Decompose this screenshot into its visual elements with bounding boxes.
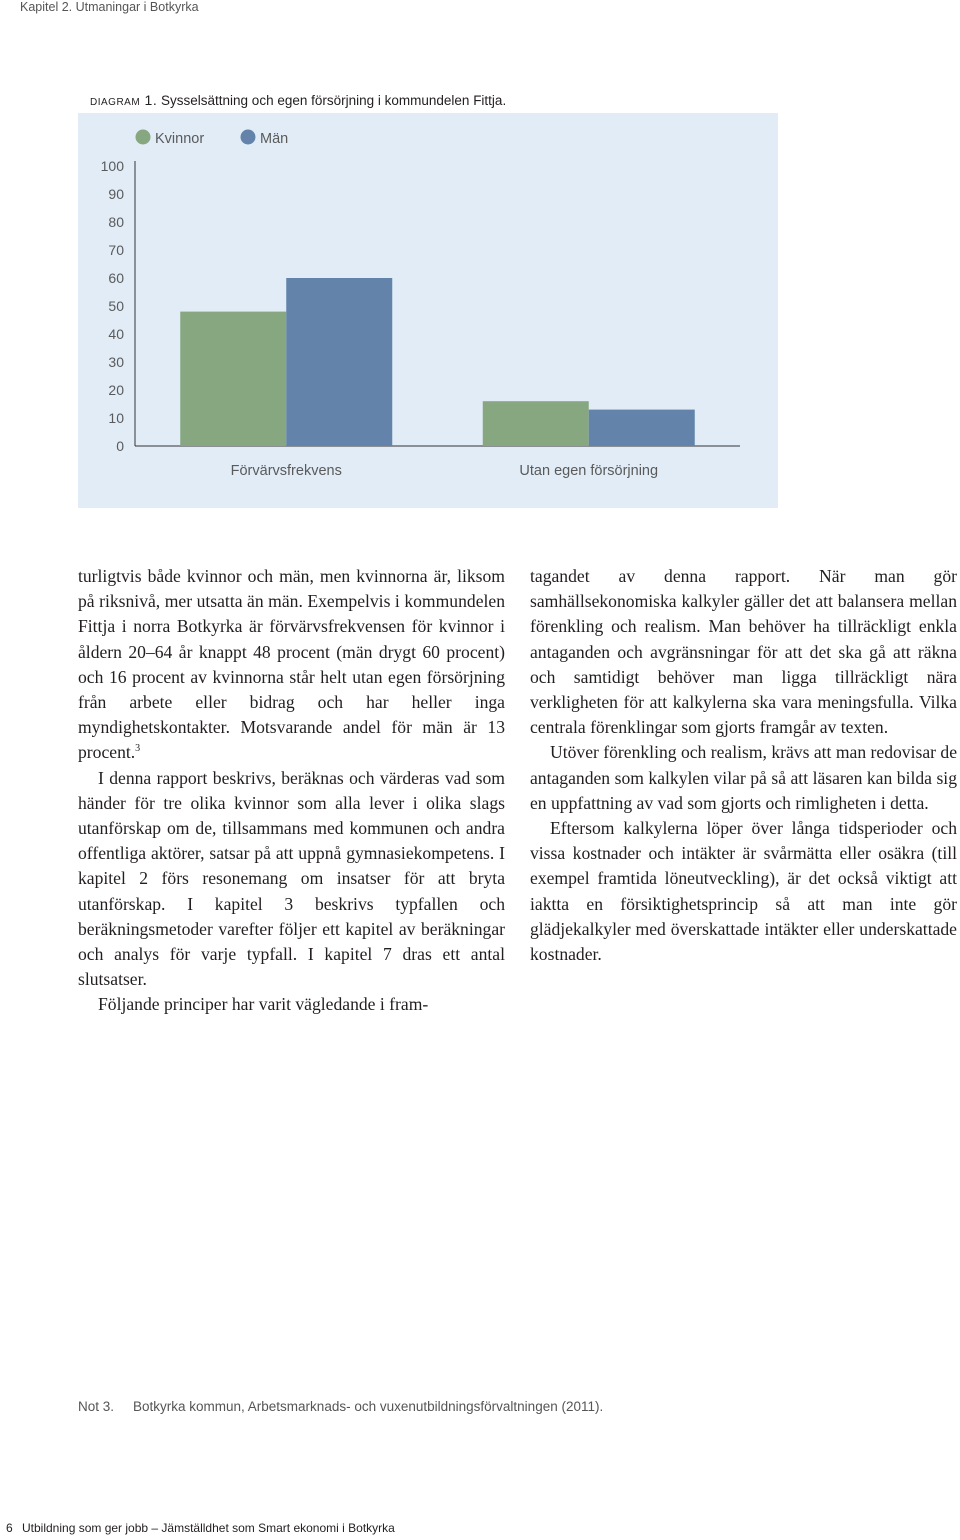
bar (483, 401, 589, 446)
y-tick-label: 80 (108, 214, 124, 230)
diagram-label: diagram 1. (90, 92, 158, 108)
y-tick-label: 40 (108, 326, 124, 342)
legend-swatch (241, 130, 256, 145)
left-text-column (78, 564, 505, 1018)
running-head: Kapitel 2. Utmaningar i Botkyrka (20, 0, 199, 14)
page-number: 6 (6, 1521, 13, 1535)
bar (286, 278, 392, 446)
paragraph: I denna rapport beskrivs, beräknas och värderas vad som händer för tre olika kvinnor som alla lever i olika slags utanförskap om de, tillsammans med kommunen och andra offentliga aktörer, satsar på att uppnå gymnasiekompetens. I kapitel 2 förs resonemang om insatser för att bryta utanförskap. I kapitel 3 beskrivs typfallen och beräkningsmetoder varefter följer ett kapitel av beräkningar och analys för varje typfall. I kapitel 7 dras ett antal slutsatser. (78, 767, 505, 990)
diagram-caption (90, 92, 506, 108)
diagram-title: Sysselsättning och egen försörjning i kommundelen Fittja. (161, 93, 507, 108)
paragraph: Utöver förenkling och realism, krävs att man redovisar de antaganden som kalkylen vilar på så att läsaren kan bilda sig en uppfattning av vad som gjorts och rimligheten i detta. (530, 742, 957, 813)
legend-label: Kvinnor (155, 131, 205, 147)
y-tick-label: 0 (116, 438, 124, 454)
y-tick-label: 20 (108, 382, 124, 398)
footer-title: Utbildning som ger jobb – Jämställdhet som Smart ekonomi i Botkyrka (22, 1521, 395, 1535)
legend-swatch (136, 130, 151, 145)
x-tick-label: Förvärvsfrekvens (230, 463, 342, 479)
footnote-ref: 3 (135, 743, 141, 755)
bar (589, 410, 695, 446)
y-tick-label: 60 (108, 270, 124, 286)
paragraph: tagandet av denna rapport. När man gör samhällsekonomiska kalkyler gäller det att balansera mellan förenkling och realism. Man behöver ha tillräckligt enkla antaganden och avgränsningar för att det ska gå att räkna och samtidigt behöver man ligga tillräckligt nära verkligheten för att kalkylerna ska vara meningsfulla. Vilka centrala förenklingar som gjorts framgår av texten. (530, 566, 957, 738)
paragraph: Följande principer har varit vägledande i fram- (98, 994, 429, 1015)
paragraph-text: turligtvis både kvinnor och män, men kvinnorna är, liksom på riksnivå, mer utsatta än män. Exempelvis i kommundelen Fittja i norra Botkyrka är förvärvsfrekvensen för kvinnor i åldern 20–64 år knappt 48 procent (män drygt 60 procent) och 16 procent av kvinnorna står helt utan egen försörjning från arbete eller bidrag och har heller inga myndighetskontakter. Motsvarande andel för män är 13 procent. (78, 566, 505, 763)
paragraph (78, 564, 505, 766)
y-tick-label: 50 (108, 298, 124, 314)
y-tick-label: 90 (108, 186, 124, 202)
y-tick-label: 70 (108, 242, 124, 258)
bar-chart (78, 113, 778, 508)
footnote (78, 1399, 603, 1414)
paragraph: Eftersom kalkylerna löper över långa tidsperioder och vissa kostnader och intäkter är svårmätta eller osäkra (till exempel framtida löneutveckling), är det också viktigt att iaktta en försiktighetsprincip så att man inte gör glädjekalkyler med överskattade intäkter eller underskattade kostnader. (530, 818, 957, 965)
bar (180, 312, 286, 446)
legend-label: Män (260, 131, 289, 147)
footnote-text: Botkyrka kommun, Arbetsmarknads- och vuxenutbildningsförvaltningen (2011). (133, 1399, 604, 1414)
right-text-column (530, 564, 957, 967)
x-tick-label: Utan egen försörjning (519, 463, 659, 479)
y-tick-label: 10 (108, 410, 124, 426)
page-footer (6, 1521, 395, 1535)
y-tick-label: 30 (108, 354, 124, 370)
footnote-label: Not 3. (78, 1399, 115, 1414)
y-tick-label: 100 (100, 158, 124, 174)
chart-svg (78, 113, 778, 508)
